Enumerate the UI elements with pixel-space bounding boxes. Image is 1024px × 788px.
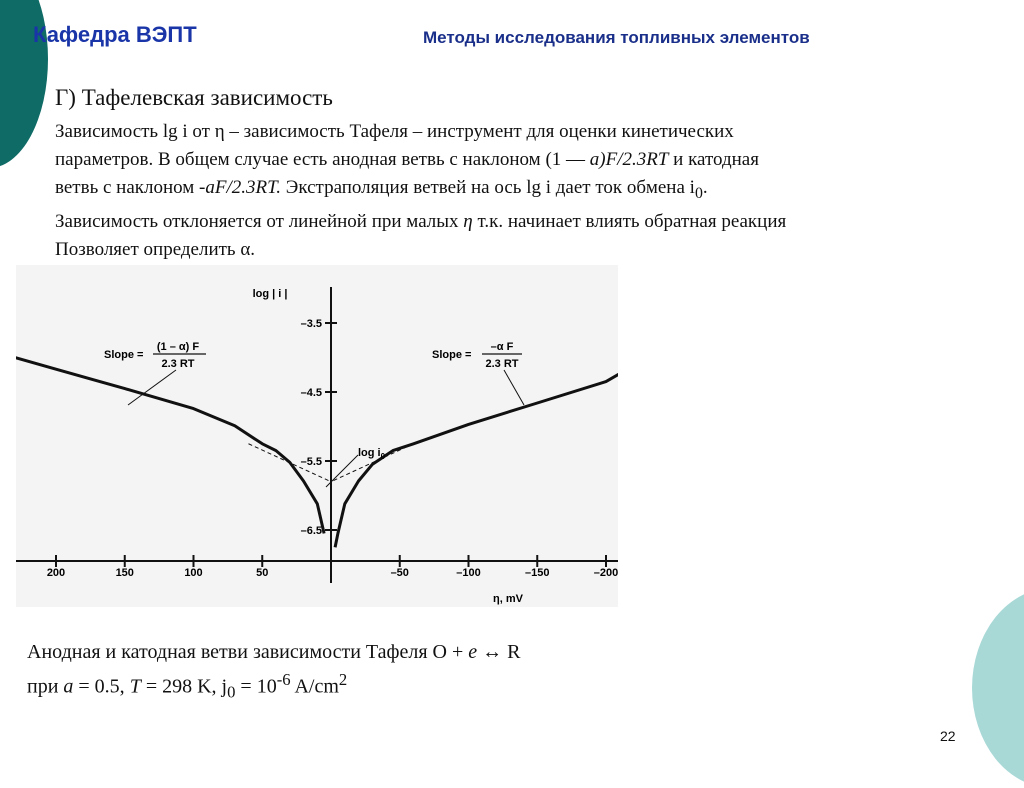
tafel-chart-svg: [16, 265, 618, 607]
body-line-3: [55, 174, 995, 208]
caption-unit-exponent: 2: [338, 670, 348, 689]
body-line-2: [55, 146, 995, 174]
chart-curves: [16, 358, 618, 548]
body-line-3-sub: 0: [694, 184, 703, 202]
x-tick-label: –100: [456, 567, 481, 579]
figure-caption: [27, 638, 521, 707]
decorative-circle-bottom: [972, 588, 1024, 788]
caption-line-2-i: A/cm: [290, 675, 339, 698]
x-tick-label: 50: [256, 567, 269, 579]
caption-line-2-a: при: [27, 675, 64, 698]
chart-axes: [16, 287, 618, 583]
page-number: 22: [940, 728, 956, 744]
course-title: Методы исследования топливных элементов: [423, 28, 810, 47]
body-line-3-formula: aF/2.3RT.: [205, 177, 282, 198]
log-i0-annotation: [326, 447, 386, 487]
anodic-slope-leader: [128, 370, 176, 405]
x-tick-label: 100: [184, 567, 203, 579]
anodic-slope-numerator: (1 – α) F: [156, 341, 200, 353]
log-i0-label: [358, 447, 386, 461]
cathodic-slope-denominator: 2.3 RT: [485, 358, 519, 370]
x-tick-label: 150: [115, 567, 134, 579]
caption-line-1-a: Анодная и катодная ветви зависимости Тафеля O +: [27, 641, 469, 663]
caption-line-2-e: = 298 K, j: [140, 675, 228, 698]
cathodic-slope-leader: [504, 370, 524, 405]
y-tick-label: –6.5: [300, 525, 322, 537]
body-line-3-a: ветвь с наклоном -: [55, 177, 206, 198]
x-tick-label: –50: [390, 567, 409, 579]
anodic-slope-denominator: 2.3 RT: [161, 358, 195, 370]
body-line-4-eta: η: [463, 210, 473, 232]
body-line-2-formula: a)F/2.3RT: [589, 149, 669, 170]
body-line-2-c: и катодная: [668, 149, 759, 170]
cathodic-slope-annotation: [432, 341, 524, 405]
section-title: Г) Тафелевская зависимость: [55, 85, 333, 110]
caption-j0-sub: 0: [227, 682, 236, 702]
x-tick-label: –150: [525, 567, 550, 579]
anodic-slope-prefix: Slope =: [104, 349, 144, 361]
body-line-4-c: т.к. начинает влиять обратная реакция: [472, 210, 787, 232]
y-tick-label: –5.5: [300, 456, 322, 468]
body-line-4-a: Зависимость отклоняется от линейной при малых: [55, 210, 464, 232]
tafel-curve: [16, 358, 324, 534]
caption-alpha: a: [63, 675, 74, 698]
caption-temperature: T: [129, 675, 141, 698]
y-axis-label: log | i |: [252, 288, 288, 300]
x-tick-label: –200: [593, 567, 618, 579]
caption-line-1: [27, 638, 521, 666]
body-line-4: [55, 208, 995, 236]
body-line-3-c: Экстраполяция ветвей на ось lg i дает ток обмена i: [281, 177, 695, 198]
body-line-2-a: параметров. В общем случае есть анодная ветвь с наклоном (1 —: [55, 149, 590, 170]
y-tick-label: –4.5: [300, 387, 322, 399]
body-line-5: Позволяет определить α.: [55, 238, 256, 260]
anodic-slope-annotation: [104, 341, 206, 405]
body-text: [55, 118, 995, 264]
caption-exponent: -6: [276, 670, 291, 689]
caption-electron: e: [468, 641, 478, 663]
tafel-chart: [16, 265, 618, 607]
cathodic-slope-numerator: –α F: [490, 341, 514, 353]
body-line-3-d: .: [702, 177, 708, 198]
x-axis-label: η, mV: [493, 593, 523, 605]
caption-line-2: [27, 666, 521, 707]
caption-line-2-c: = 0.5,: [73, 675, 130, 698]
x-tick-label: 200: [46, 567, 66, 579]
department-title: Кафедра ВЭПТ: [33, 22, 197, 47]
log-i0-text: log i: [358, 447, 381, 459]
cathodic-slope-prefix: Slope =: [432, 349, 472, 361]
body-line-1: Зависимость lg i от η – зависимость Тафеля – инструмент для оценки кинетических: [55, 121, 734, 142]
y-tick-label: –3.5: [300, 318, 322, 330]
caption-line-1-c: ↔ R: [477, 641, 521, 663]
caption-line-2-g: = 10: [235, 675, 277, 698]
log-i0-subscript: 0: [380, 452, 386, 461]
